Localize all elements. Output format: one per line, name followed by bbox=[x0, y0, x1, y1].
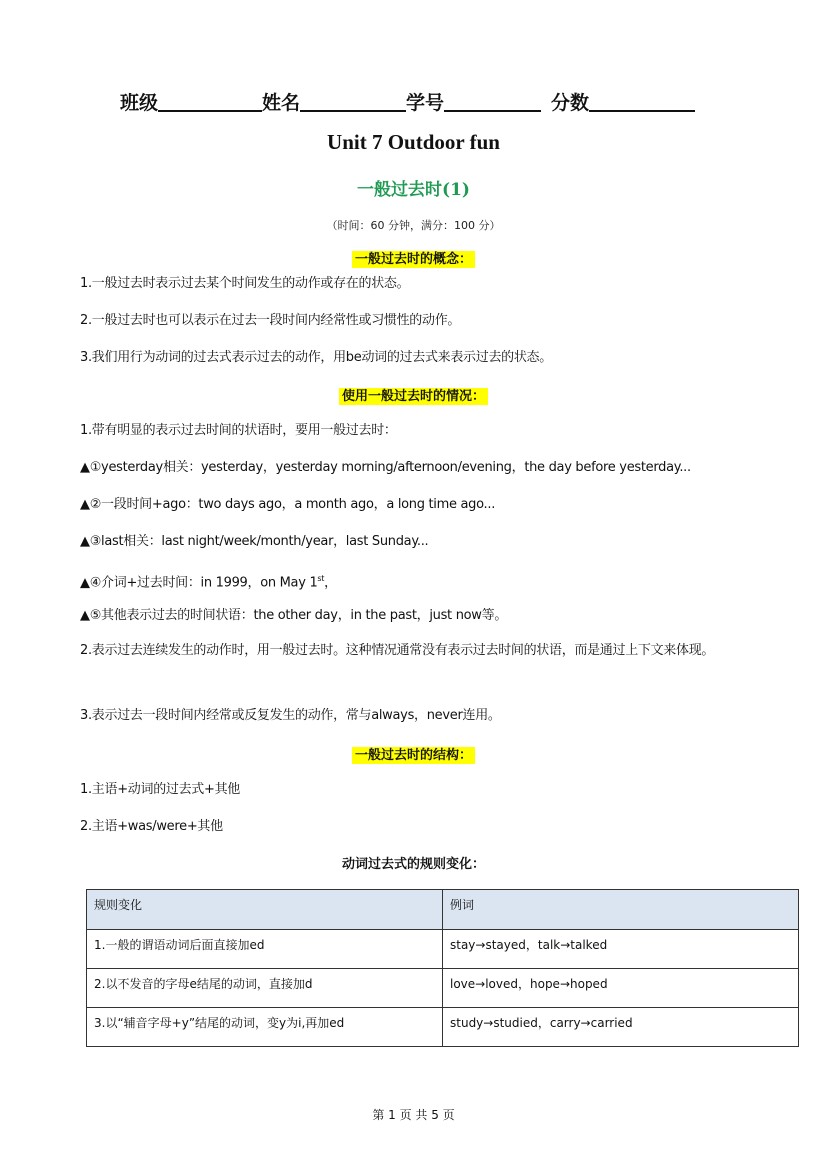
table-cell-rule: 1.一般的谓语动词后面直接加ed bbox=[87, 930, 443, 969]
usage-item-3: 3.表示过去一段时间内经常或反复发生的动作，常与always，never连用。 bbox=[80, 708, 501, 723]
structure-item-1: 1.主语+动词的过去式+其他 bbox=[80, 782, 240, 797]
concept-heading-text: 一般过去时的概念： bbox=[352, 251, 475, 268]
table-cell-rule: 3.以“辅音字母+y”结尾的动词，变y为i,再加ed bbox=[87, 1008, 443, 1047]
page-subtitle: 一般过去时(1) bbox=[357, 180, 470, 200]
structure-heading-text: 一般过去时的结构： bbox=[352, 747, 475, 764]
student-info-line bbox=[120, 88, 695, 115]
table-cell-example: stay→stayed，talk→talked bbox=[443, 930, 799, 969]
name-blank[interactable] bbox=[300, 92, 406, 112]
rules-table bbox=[86, 889, 799, 1047]
usage-bullet-5: ▲⑤其他表示过去的时间状语：the other day，in the past，just now等。 bbox=[80, 608, 508, 623]
table-cell-rule: 2.以不发音的字母e结尾的动词，直接加d bbox=[87, 969, 443, 1008]
usage-bullet-4-text: ▲④介词+过去时间：in 1999，on May 1 bbox=[80, 575, 318, 591]
student-id-label: 学号 bbox=[406, 92, 445, 114]
table-header-cell: 规则变化 bbox=[87, 890, 443, 930]
usage-bullet-3: ▲③last相关：last night/week/month/year，last Sunday... bbox=[80, 534, 429, 549]
name-label: 姓名 bbox=[262, 92, 301, 114]
class-label: 班级 bbox=[120, 92, 159, 114]
rules-table-title: 动词过去式的规则变化： bbox=[341, 857, 485, 872]
score-blank[interactable] bbox=[589, 92, 695, 112]
class-blank[interactable] bbox=[158, 92, 262, 112]
score-label: 分数 bbox=[551, 92, 590, 114]
table-row bbox=[87, 969, 799, 1008]
page-title: Unit 7 Outdoor fun bbox=[327, 130, 500, 154]
concept-item-1: 1.一般过去时表示过去某个时间发生的动作或存在的状态。 bbox=[80, 276, 410, 291]
table-row bbox=[87, 1008, 799, 1047]
structure-item-2: 2.主语+was/were+其他 bbox=[80, 819, 223, 834]
concept-item-3: 3.我们用行为动词的过去式表示过去的动作，用be动词的过去式来表示过去的状态。 bbox=[80, 350, 552, 365]
table-header-row bbox=[87, 890, 799, 930]
table-cell-example: love→loved，hope→hoped bbox=[443, 969, 799, 1008]
usage-item-2: 2.表示过去连续发生的动作时，用一般过去时。这种情况通常没有表示过去时间的状语，而是通过上下文来体现。 bbox=[80, 643, 715, 658]
usage-heading-text: 使用一般过去时的情况： bbox=[339, 388, 488, 405]
usage-bullet-1: ▲①yesterday相关：yesterday，yesterday morning/afternoon/evening，the day before yesterday... bbox=[80, 460, 691, 475]
page-footer: 第 1 页 共 5 页 bbox=[372, 1108, 455, 1122]
time-info: （时间：60 分钟，满分：100 分） bbox=[326, 219, 501, 232]
structure-heading bbox=[0, 744, 827, 763]
student-id-blank[interactable] bbox=[444, 92, 541, 112]
usage-bullet-4 bbox=[80, 569, 337, 593]
usage-bullet-4-sup: st bbox=[317, 574, 325, 583]
table-header-cell: 例词 bbox=[443, 890, 799, 930]
table-cell-example: study→studied，carry→carried bbox=[443, 1008, 799, 1047]
concept-item-2: 2.一般过去时也可以表示在过去一段时间内经常性或习惯性的动作。 bbox=[80, 313, 461, 328]
concept-heading bbox=[0, 248, 827, 267]
usage-heading bbox=[0, 385, 827, 404]
usage-bullet-4-tail: ， bbox=[324, 575, 337, 591]
usage-intro: 1.带有明显的表示过去时间的状语时，要用一般过去时： bbox=[80, 423, 397, 438]
usage-bullet-2: ▲②一段时间+ago：two days ago，a month ago，a long time ago... bbox=[80, 497, 496, 512]
table-row bbox=[87, 930, 799, 969]
